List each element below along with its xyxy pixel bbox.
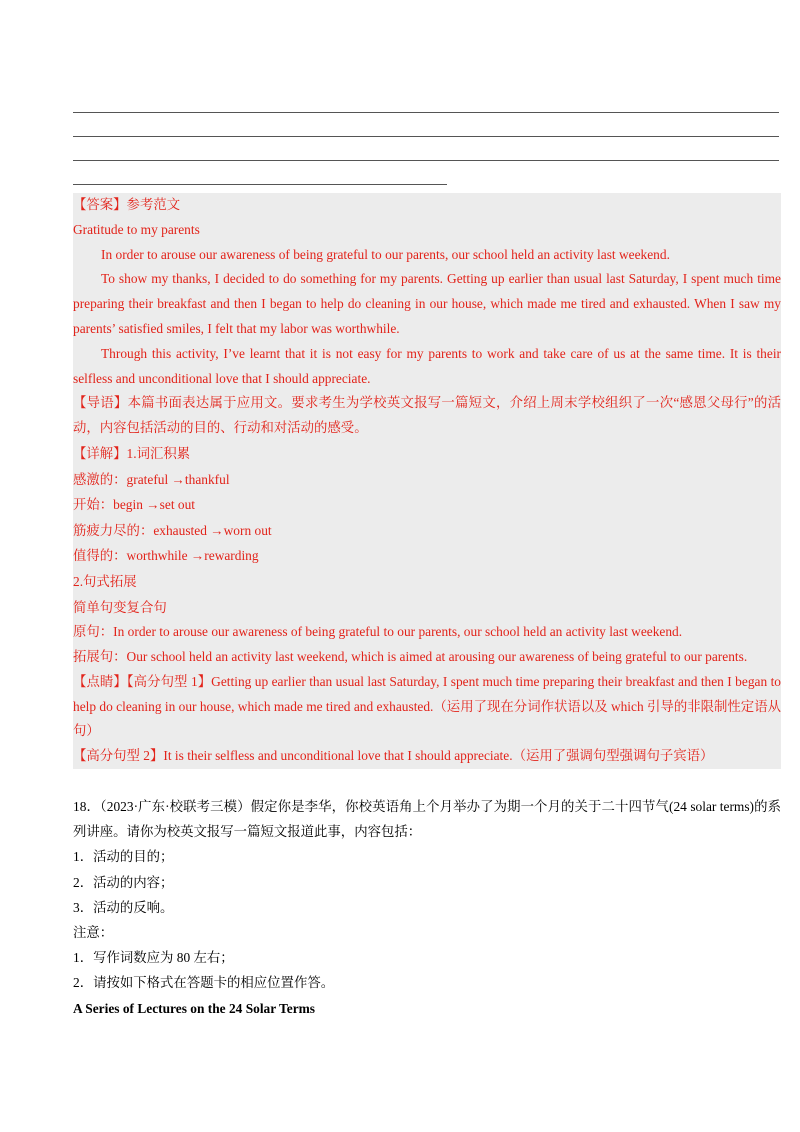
expanded-sentence: 拓展句：Our school held an activity last weekend, which is aimed at arousing our awareness of being grateful to our parents. <box>73 648 748 664</box>
sentence-subheading: 简单句变复合句 <box>73 599 167 615</box>
question-section <box>73 794 781 1021</box>
essay-title: Gratitude to my parents <box>73 221 200 237</box>
format-title: A Series of Lectures on the 24 Solar Terms <box>73 1000 316 1016</box>
writing-line-2 <box>73 136 779 137</box>
guide-text: 【导语】本篇书面表达属于应用文。要求考生为学校英文报写一篇短文，介绍上周末学校组织了一次“感恩父母行”的活动，内容包括活动的目的、行动和对活动的感受。 <box>73 395 781 436</box>
highlight-sentence-2: 【高分句型 2】It is their selfless and unconditional love that I should appreciate.（运用了强调句型强调句子宾语） <box>73 748 714 764</box>
answer-label: 【答案】参考范文 <box>73 197 181 212</box>
vocab-item: 感激的：grateful →thankful <box>73 471 230 487</box>
original-sentence: 原句：In order to arouse our awareness of being grateful to our parents, our school held an activity last weekend. <box>73 624 683 640</box>
writing-line-3 <box>73 160 779 161</box>
vocab-item: 筋疲力尽的：exhausted →worn out <box>73 522 272 538</box>
writing-line-1 <box>73 112 779 113</box>
question-intro: 18．（2023·广东·校联考三模）假定你是李华，你校英语角上个月举办了为期一个月的关于二十四节气(24 solar terms)的系列讲座。请你为校英文报写一篇短文报道此事，内容包括： <box>73 799 781 840</box>
essay-paragraph-1: In order to arouse our awareness of being grateful to our parents, our school held an activity last weekend. <box>101 246 670 262</box>
note-label: 注意： <box>73 925 114 941</box>
sentence-heading: 2.句式拓展 <box>73 573 137 589</box>
detail-heading: 【详解】1.词汇积累 <box>73 445 191 461</box>
answer-section <box>73 193 781 769</box>
question-item: 1．活动的目的； <box>73 849 174 865</box>
note-item: 1．写作词数应为 80 左右； <box>73 950 234 966</box>
note-item: 2．请按如下格式在答题卡的相应位置作答。 <box>73 975 335 991</box>
essay-paragraph-3: Through this activity, I’ve learnt that it is not easy for my parents to work and take care of us at the same time. It is their selfless and unconditional love that I should appreciate. <box>73 345 781 386</box>
vocab-item: 值得的：worthwhile →rewarding <box>73 548 259 564</box>
question-item: 2．活动的内容； <box>73 874 174 890</box>
vocab-item: 开始：begin →set out <box>73 497 195 513</box>
question-item: 3．活动的反响。 <box>73 899 174 915</box>
essay-paragraph-2: To show my thanks, I decided to do something for my parents. Getting up earlier than usual last Saturday, I spent much time preparing their breakfast and then I began to help do cleaning in our house, which made me tired and exhausted. When I saw my parents’ satisfied smiles, I felt that my labor was worthwhile. <box>73 271 781 336</box>
highlight-sentence-1: 【点睛】【高分句型 1】Getting up earlier than usual last Saturday, I spent much time preparing their breakfast and then I began to help do cleaning in our house, which made me tired and exhausted.（运用了现在分词作状语以及 which 引导的非限制性定语从句） <box>73 673 781 739</box>
writing-line-4 <box>73 184 447 185</box>
